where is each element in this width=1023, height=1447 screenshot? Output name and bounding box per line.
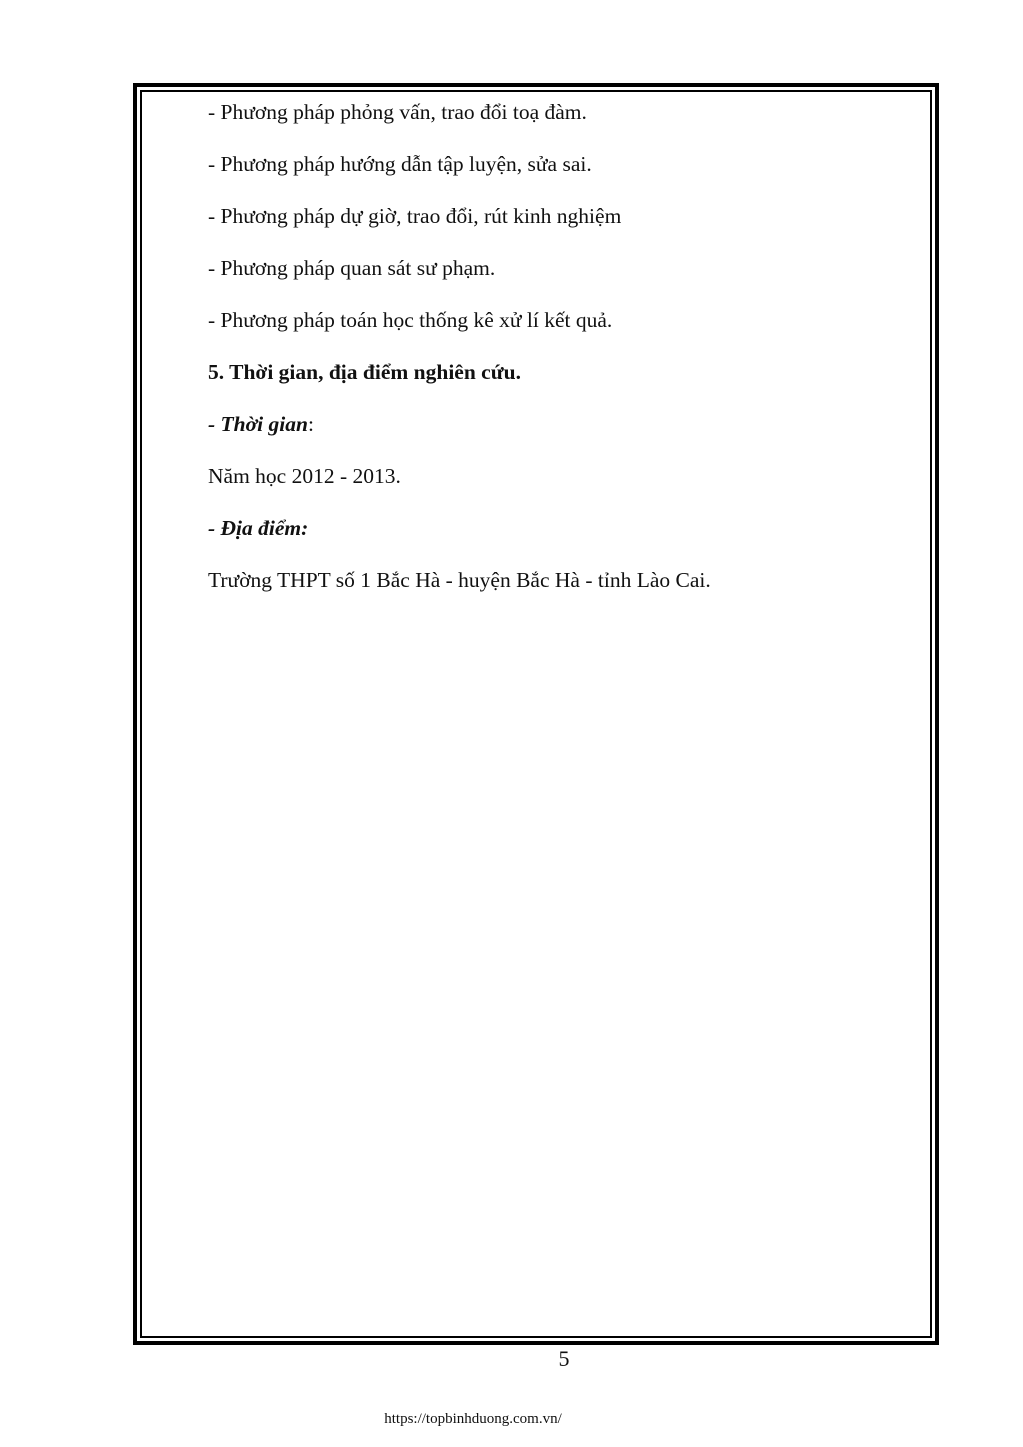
time-label-line (208, 411, 314, 437)
time-label: - Thời gian (208, 412, 308, 436)
method-interview: - Phương pháp phỏng vấn, trao đổi toạ đàm. (208, 100, 587, 124)
time-colon: : (307, 412, 314, 436)
place-value: Trường THPT số 1 Bắc Hà - huyện Bắc Hà - tỉnh Lào Cai. (208, 568, 711, 592)
footer-url[interactable]: https://topbinhduong.com.vn/ (384, 1411, 562, 1427)
method-guidance: - Phương pháp hướng dẫn tập luyện, sửa sai. (208, 152, 592, 176)
method-observation-class: - Phương pháp dự giờ, trao đổi, rút kinh nghiệm (208, 204, 622, 228)
place-label: - Địa điểm: (208, 516, 309, 540)
page-number: 5 (558, 1346, 570, 1371)
method-pedagogical-observation: - Phương pháp quan sát sư phạm. (208, 256, 496, 280)
time-value: Năm học 2012 - 2013. (208, 464, 401, 488)
section-heading: 5. Thời gian, địa điểm nghiên cứu. (208, 360, 521, 384)
method-statistics: - Phương pháp toán học thống kê xử lí kết quả. (208, 308, 613, 332)
